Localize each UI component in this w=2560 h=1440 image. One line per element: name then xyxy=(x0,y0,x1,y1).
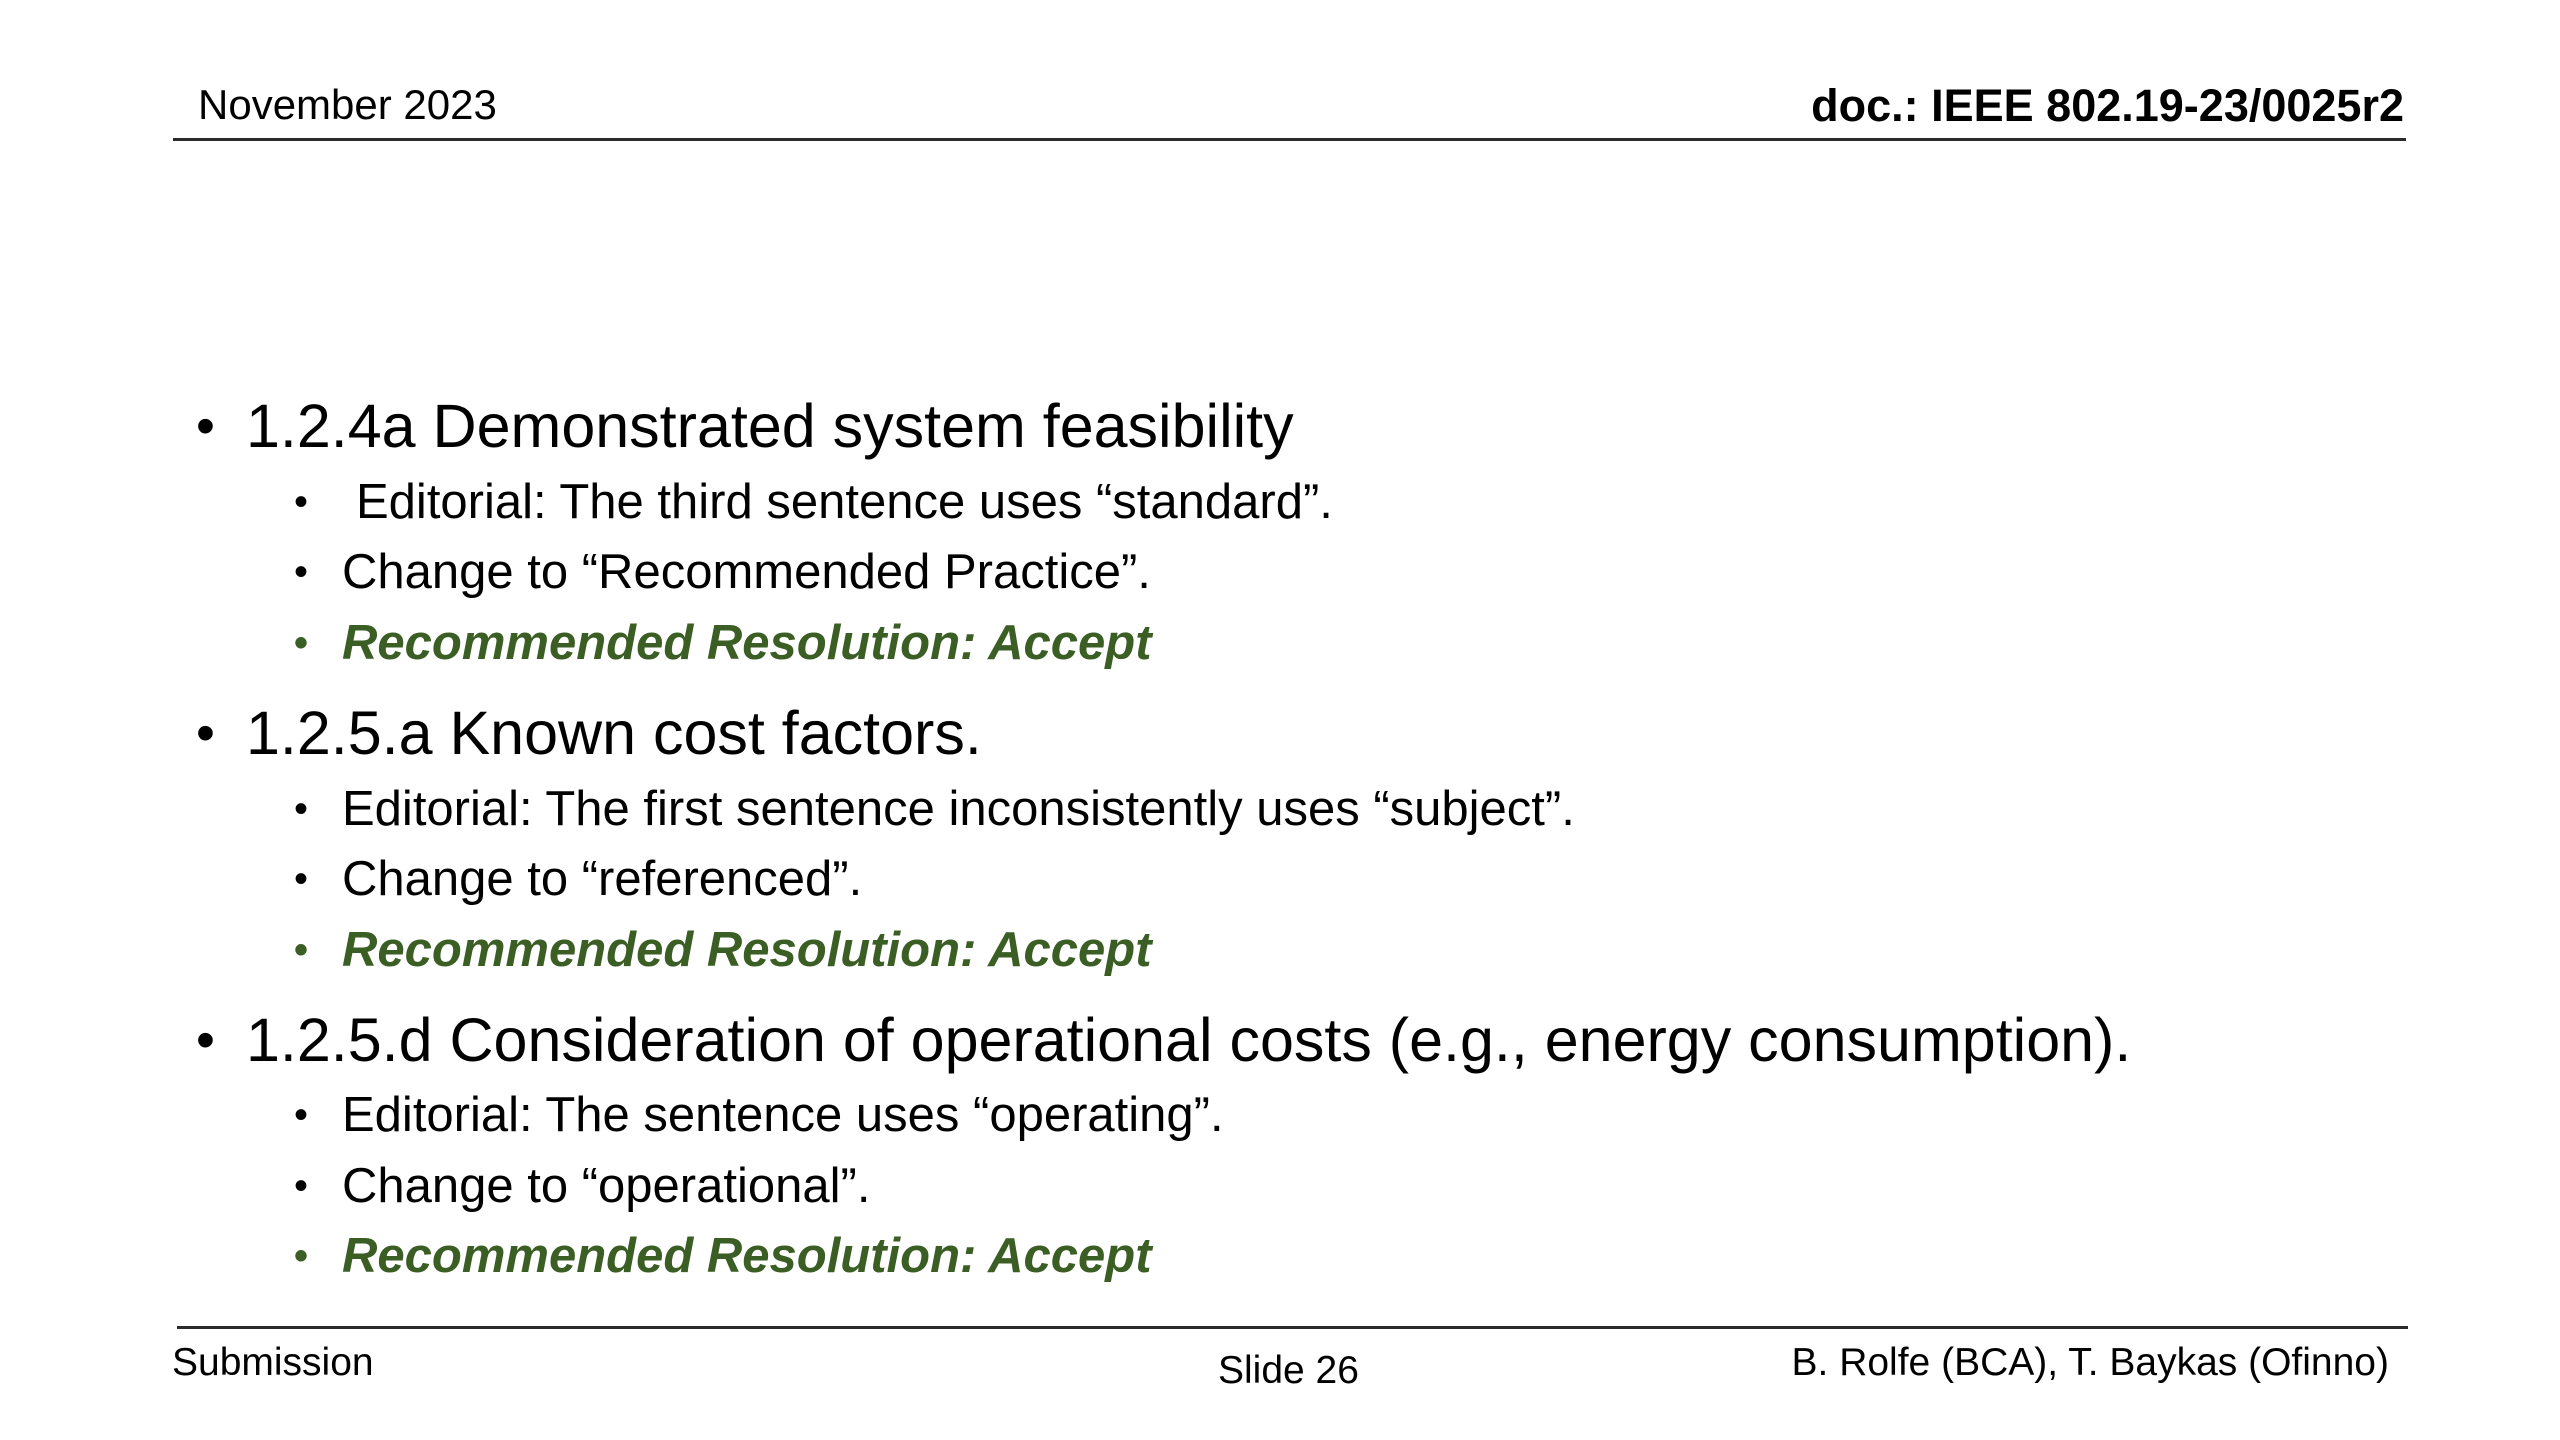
resolution-point xyxy=(294,1227,1152,1285)
sub-point-text: Change to “referenced”. xyxy=(342,852,863,906)
header-date: November 2023 xyxy=(198,81,497,128)
bullet-icon: • xyxy=(294,1164,309,1208)
resolution-text: Recommended Resolution: Accept xyxy=(342,616,1152,670)
bullet-icon: • xyxy=(294,787,309,831)
section-title xyxy=(196,390,1294,462)
resolution-point xyxy=(294,614,1152,672)
bullet-icon: • xyxy=(196,1010,215,1070)
sub-point-text: Editorial: The sentence uses “operating”. xyxy=(342,1088,1224,1142)
bullet-icon: • xyxy=(294,550,309,594)
bullet-icon: • xyxy=(196,396,215,456)
sub-point xyxy=(294,473,1333,531)
resolution-text: Recommended Resolution: Accept xyxy=(342,923,1152,977)
sub-point xyxy=(294,543,1151,601)
resolution-text: Recommended Resolution: Accept xyxy=(342,1229,1152,1283)
resolution-point xyxy=(294,921,1152,979)
section-title xyxy=(196,697,982,769)
bullet-icon: • xyxy=(294,1093,309,1137)
bullet-icon: • xyxy=(294,621,309,665)
section-title xyxy=(196,1004,2132,1076)
bullet-icon: • xyxy=(294,857,309,901)
footer-divider xyxy=(177,1326,2408,1329)
sub-point-text: Editorial: The third sentence uses “standard”. xyxy=(356,475,1333,529)
sub-point-text: Change to “operational”. xyxy=(342,1159,871,1213)
sub-point xyxy=(294,780,1575,838)
sub-point xyxy=(294,1086,1224,1144)
sub-point-text: Change to “Recommended Practice”. xyxy=(342,545,1151,599)
sub-point xyxy=(294,1157,871,1215)
section-title-text: 1.2.4a Demonstrated system feasibility xyxy=(246,392,1294,460)
footer-submission: Submission xyxy=(172,1341,374,1384)
bullet-icon: • xyxy=(196,703,215,763)
bullet-icon: • xyxy=(294,1234,309,1278)
sub-point xyxy=(294,850,863,908)
section-title-text: 1.2.5.d Consideration of operational costs (e.g., energy consumption). xyxy=(246,1006,2132,1074)
section-title-text: 1.2.5.a Known cost factors. xyxy=(246,699,982,767)
bullet-icon: • xyxy=(294,480,309,524)
slide-number: Slide 26 xyxy=(1218,1349,1359,1392)
bullet-icon: • xyxy=(294,928,309,972)
sub-point-text: Editorial: The first sentence inconsistently uses “subject”. xyxy=(342,782,1575,836)
footer-authors: B. Rolfe (BCA), T. Baykas (Ofinno) xyxy=(1791,1341,2389,1384)
header-doc-id: doc.: IEEE 802.19-23/0025r2 xyxy=(1811,80,2404,131)
